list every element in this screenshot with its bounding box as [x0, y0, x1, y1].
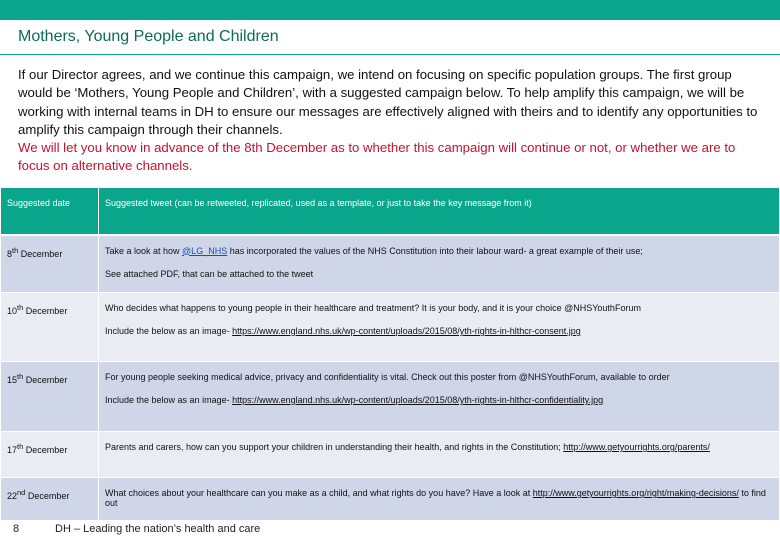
- row-note: Include the below as an image- https://www.england.nhs.uk/wp-content/uploads/2015/08/yth-rights-in-hlthcr-confidentiality.jpg: [105, 395, 604, 405]
- intro-text: If our Director agrees, and we continue this campaign, we intend on focusing on specific population groups. The first group would be ‘Mothers, Young People and Children’, with a suggested campaign below. To help amplify this campaign, we will be working with internal teams in DH to ensure our messages are effectively aligned with theirs and to identify any opportunities to amplify this campaign through their channels.: [18, 67, 758, 137]
- row-note: Include the below as an image- https://www.england.nhs.uk/wp-content/uploads/2015/08/yth-rights-in-hlthcr-consent.jpg: [105, 326, 581, 336]
- campaign-table: [0, 187, 780, 530]
- intro-paragraph: [18, 66, 763, 176]
- row-tweet: What choices about your healthcare can you make as a child, and what rights do you have? Have a look at http://www.getyourrights.org/right/making-decisions/ to find out: [99, 478, 780, 530]
- intro-highlight: We will let you know in advance of the 8th December as to whether this campaign will continue or not, or whether we are to focus on alternative channels.: [18, 140, 736, 174]
- row-date: 22nd December: [1, 478, 99, 530]
- table-row: [1, 293, 780, 362]
- table-header-row: [1, 188, 780, 235]
- header-date: Suggested date: [1, 188, 99, 235]
- table-row: [1, 235, 780, 293]
- top-accent-bar: [0, 0, 780, 20]
- page-title: Mothers, Young People and Children: [18, 28, 279, 45]
- image-link[interactable]: https://www.england.nhs.uk/wp-content/uploads/2015/08/yth-rights-in-hlthcr-confidentiality.jpg: [232, 395, 604, 405]
- footer: [0, 520, 780, 540]
- page-number: 8: [13, 523, 20, 535]
- row-tweet: Parents and carers, how can you support your children in understanding their health, and rights in the Constitution; http://www.getyourrights.org/parents/: [99, 432, 780, 478]
- row-tweet: Take a look at how @LG_NHS has incorporated the values of the NHS Constitution into their labour ward- a great example of their use; See attached PDF, that can be attached to the tweet: [99, 235, 780, 293]
- row-date: 15th December: [1, 362, 99, 432]
- image-link[interactable]: https://www.england.nhs.uk/wp-content/uploads/2015/08/yth-rights-in-hlthcr-consent.jpg: [232, 326, 581, 336]
- web-link[interactable]: http://www.getyourrights.org/parents/: [563, 442, 710, 452]
- mention-link[interactable]: @LG_NHS: [182, 245, 228, 256]
- row-tweet: For young people seeking medical advice, privacy and confidentiality is vital. Check out this poster from @NHSYouthForum, available to order Include the below as an image- https://www.england.nhs.uk/wp-content/uploads/2015/08/yth-rights-in-hlthcr-confidentiality.jpg: [99, 362, 780, 432]
- table-row: [1, 362, 780, 432]
- row-date: 17th December: [1, 432, 99, 478]
- web-link[interactable]: http://www.getyourrights.org/right/making-decisions/: [532, 488, 739, 498]
- header-tweet: Suggested tweet (can be retweeted, replicated, used as a template, or just to take the key message from it): [99, 188, 780, 235]
- row-date: 10th December: [1, 293, 99, 362]
- title-divider: [0, 54, 780, 55]
- table-row: [1, 432, 780, 478]
- row-tweet: Who decides what happens to young people in their healthcare and treatment? It is your body, and it is your choice @NHSYouthForum Include the below as an image- https://www.england.nhs.uk/wp-content/uploads/2015/08/yth-rights-in-hlthcr-consent.jpg: [99, 293, 780, 362]
- footer-text: DH – Leading the nation’s health and care: [55, 523, 261, 535]
- row-date: 8th December: [1, 235, 99, 293]
- row-note: See attached PDF, that can be attached to the tweet: [105, 268, 314, 279]
